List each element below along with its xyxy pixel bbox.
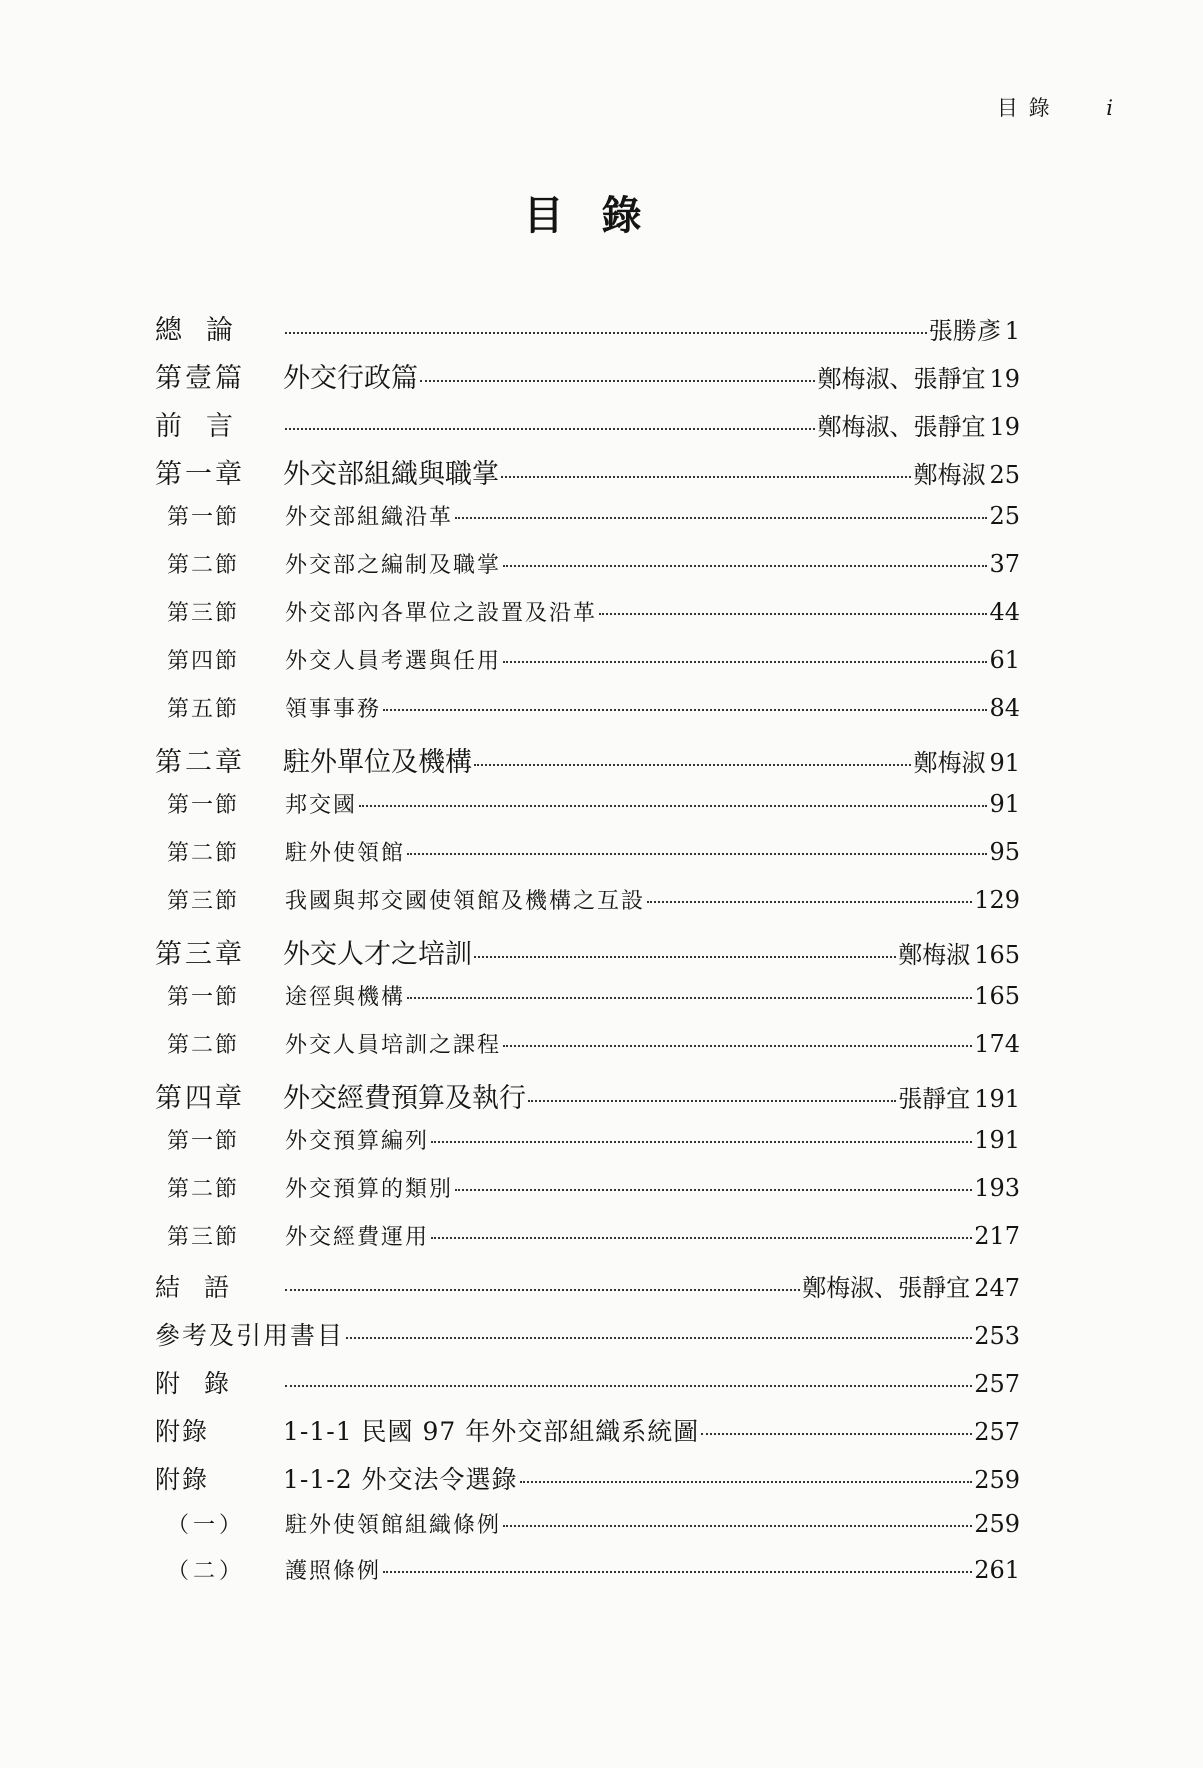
toc-entry[interactable] <box>155 308 1020 356</box>
toc-page: 129 <box>974 886 1020 914</box>
dot-leader <box>701 1433 972 1435</box>
table-of-contents <box>155 308 1020 1600</box>
dot-leader <box>431 1237 972 1239</box>
toc-author: 鄭梅淑、張靜宜 <box>817 413 986 441</box>
toc-label: 第一節 <box>167 985 240 1010</box>
toc-label: （二） <box>167 1559 246 1584</box>
toc-page: 165 <box>974 941 1020 969</box>
toc-page: 25 <box>989 502 1020 530</box>
dot-leader <box>503 565 987 567</box>
dot-leader <box>420 380 815 382</box>
toc-title: 駐外使領館組織條例 <box>285 1513 502 1538</box>
toc-entry[interactable] <box>155 692 1020 740</box>
toc-label: 第二節 <box>167 1033 240 1058</box>
toc-label: 第一節 <box>167 793 240 818</box>
dot-leader <box>503 1045 972 1047</box>
dot-leader <box>599 613 987 615</box>
dot-leader <box>520 1481 973 1483</box>
toc-entry[interactable] <box>155 788 1020 836</box>
toc-page: 259 <box>974 1466 1020 1494</box>
page-title: 目錄 <box>523 192 680 239</box>
toc-entry[interactable] <box>155 452 1020 500</box>
dot-leader <box>285 1289 800 1291</box>
toc-author: 張靜宜 <box>898 1085 971 1113</box>
toc-page: 1 <box>1004 317 1020 345</box>
toc-title: 領事事務 <box>285 697 382 722</box>
header-section: 目 錄 <box>996 96 1052 120</box>
toc-page: 261 <box>974 1556 1020 1584</box>
dot-leader <box>431 1141 972 1143</box>
toc-author: 鄭梅淑 <box>898 941 971 969</box>
dot-leader <box>647 901 972 903</box>
toc-entry[interactable] <box>155 596 1020 644</box>
toc-label: 附錄 <box>155 1465 210 1494</box>
toc-label: （一） <box>167 1513 246 1538</box>
toc-entry[interactable] <box>155 740 1020 788</box>
toc-title: 外交預算的類別 <box>285 1177 454 1202</box>
toc-page: 61 <box>989 646 1020 674</box>
header-page-number: i <box>1106 96 1115 120</box>
toc-title: 駐外單位及機構 <box>283 747 472 778</box>
toc-title: 外交人才之培訓 <box>283 939 472 970</box>
toc-title: 外交行政篇 <box>283 363 418 394</box>
toc-author: 張勝彥 <box>928 317 1001 345</box>
toc-title: 外交部組織與職掌 <box>283 459 499 490</box>
toc-title: 外交經費運用 <box>285 1225 430 1250</box>
toc-label: 第四節 <box>167 649 240 674</box>
dot-leader <box>455 517 987 519</box>
toc-label: 第一章 <box>155 459 245 490</box>
toc-page: 257 <box>974 1418 1020 1446</box>
toc-author: 鄭梅淑 <box>913 749 986 777</box>
toc-entry[interactable] <box>155 548 1020 596</box>
toc-label: 第三節 <box>167 889 240 914</box>
toc-label: 第二節 <box>167 841 240 866</box>
toc-page: 44 <box>989 598 1020 626</box>
toc-label: 第壹篇 <box>155 363 245 394</box>
toc-label: 第三章 <box>155 939 245 970</box>
toc-page: 174 <box>974 1030 1020 1058</box>
toc-entry[interactable] <box>155 1508 1020 1554</box>
toc-entry[interactable] <box>155 644 1020 692</box>
toc-title: 外交人員培訓之課程 <box>285 1033 502 1058</box>
toc-title: 外交部之編制及職掌 <box>285 553 502 578</box>
toc-page: 259 <box>974 1510 1020 1538</box>
toc-label: 前言 <box>155 411 257 442</box>
dot-leader <box>285 1385 972 1387</box>
toc-label: 第三節 <box>167 1225 240 1250</box>
toc-page: 19 <box>989 365 1020 393</box>
toc-entry[interactable] <box>155 884 1020 932</box>
dot-leader <box>528 1100 896 1102</box>
toc-label: 附錄 <box>155 1369 254 1398</box>
toc-label: 第一節 <box>167 1129 240 1154</box>
toc-entry[interactable] <box>155 1364 1020 1412</box>
dot-leader <box>407 853 987 855</box>
dot-leader <box>474 764 911 766</box>
toc-title: 外交部組織沿革 <box>285 505 454 530</box>
toc-label: 第五節 <box>167 697 240 722</box>
dot-leader <box>474 956 896 958</box>
dot-leader <box>407 997 972 999</box>
dot-leader <box>503 1525 972 1527</box>
toc-label: 參考及引用書目 <box>155 1321 345 1350</box>
toc-page: 191 <box>974 1126 1020 1154</box>
toc-author: 鄭梅淑 <box>913 461 986 489</box>
dot-leader <box>383 1571 972 1573</box>
toc-entry[interactable] <box>155 932 1020 980</box>
toc-title: 護照條例 <box>285 1559 382 1584</box>
toc-title: 途徑與機構 <box>285 985 406 1010</box>
toc-page: 84 <box>989 694 1020 722</box>
toc-page: 247 <box>974 1274 1020 1302</box>
toc-entry[interactable] <box>155 500 1020 548</box>
toc-title: 1-1-1 民國 97 年外交部組織系統圖 <box>283 1417 700 1446</box>
toc-label: 結語 <box>155 1273 254 1302</box>
dot-leader <box>285 428 815 430</box>
toc-entry[interactable] <box>155 1220 1020 1268</box>
toc-label: 第二節 <box>167 1177 240 1202</box>
dot-leader <box>455 1189 972 1191</box>
toc-entry[interactable] <box>155 1412 1020 1460</box>
toc-author: 鄭梅淑、張靜宜 <box>802 1274 971 1302</box>
toc-author: 鄭梅淑、張靜宜 <box>817 365 986 393</box>
toc-page: 191 <box>974 1085 1020 1113</box>
toc-label: 第三節 <box>167 601 240 626</box>
toc-page: 217 <box>974 1222 1020 1250</box>
toc-title: 外交部內各單位之設置及沿革 <box>285 601 598 626</box>
toc-page: 91 <box>989 749 1020 777</box>
toc-label: 第四章 <box>155 1083 245 1114</box>
toc-entry[interactable] <box>155 1172 1020 1220</box>
toc-title: 外交預算編列 <box>285 1129 430 1154</box>
toc-label: 第二章 <box>155 747 245 778</box>
toc-page: 19 <box>989 413 1020 441</box>
toc-entry[interactable] <box>155 1460 1020 1508</box>
toc-title: 外交經費預算及執行 <box>283 1083 526 1114</box>
dot-leader <box>359 805 987 807</box>
toc-entry[interactable] <box>155 1124 1020 1172</box>
toc-page: 91 <box>989 790 1020 818</box>
toc-page: 257 <box>974 1370 1020 1398</box>
toc-entry[interactable] <box>155 836 1020 884</box>
toc-entry[interactable] <box>155 1554 1020 1600</box>
toc-title: 1-1-2 外交法令選錄 <box>283 1465 518 1494</box>
toc-page: 37 <box>989 550 1020 578</box>
toc-title: 我國與邦交國使領館及機構之互設 <box>285 889 646 914</box>
toc-label: 附錄 <box>155 1417 210 1446</box>
toc-title: 駐外使領館 <box>285 841 406 866</box>
toc-page: 165 <box>974 982 1020 1010</box>
dot-leader <box>346 1337 972 1339</box>
toc-page: 253 <box>974 1322 1020 1350</box>
toc-entry[interactable] <box>155 1316 1020 1364</box>
toc-label: 第一節 <box>167 505 240 530</box>
dot-leader <box>503 661 987 663</box>
dot-leader <box>383 709 987 711</box>
toc-entry[interactable] <box>155 1076 1020 1124</box>
toc-entry[interactable] <box>155 1028 1020 1076</box>
toc-page: 95 <box>989 838 1020 866</box>
dot-leader <box>285 332 927 334</box>
toc-entry[interactable] <box>155 356 1020 404</box>
toc-label: 第二節 <box>167 553 240 578</box>
dot-leader <box>501 476 911 478</box>
toc-entry[interactable] <box>155 980 1020 1028</box>
running-header <box>997 92 1115 122</box>
toc-label: 總論 <box>155 315 257 346</box>
toc-entry[interactable] <box>155 404 1020 452</box>
toc-title: 邦交國 <box>285 793 358 818</box>
toc-page: 25 <box>989 461 1020 489</box>
toc-title: 外交人員考選與任用 <box>285 649 502 674</box>
toc-page: 193 <box>974 1174 1020 1202</box>
toc-entry[interactable] <box>155 1268 1020 1316</box>
